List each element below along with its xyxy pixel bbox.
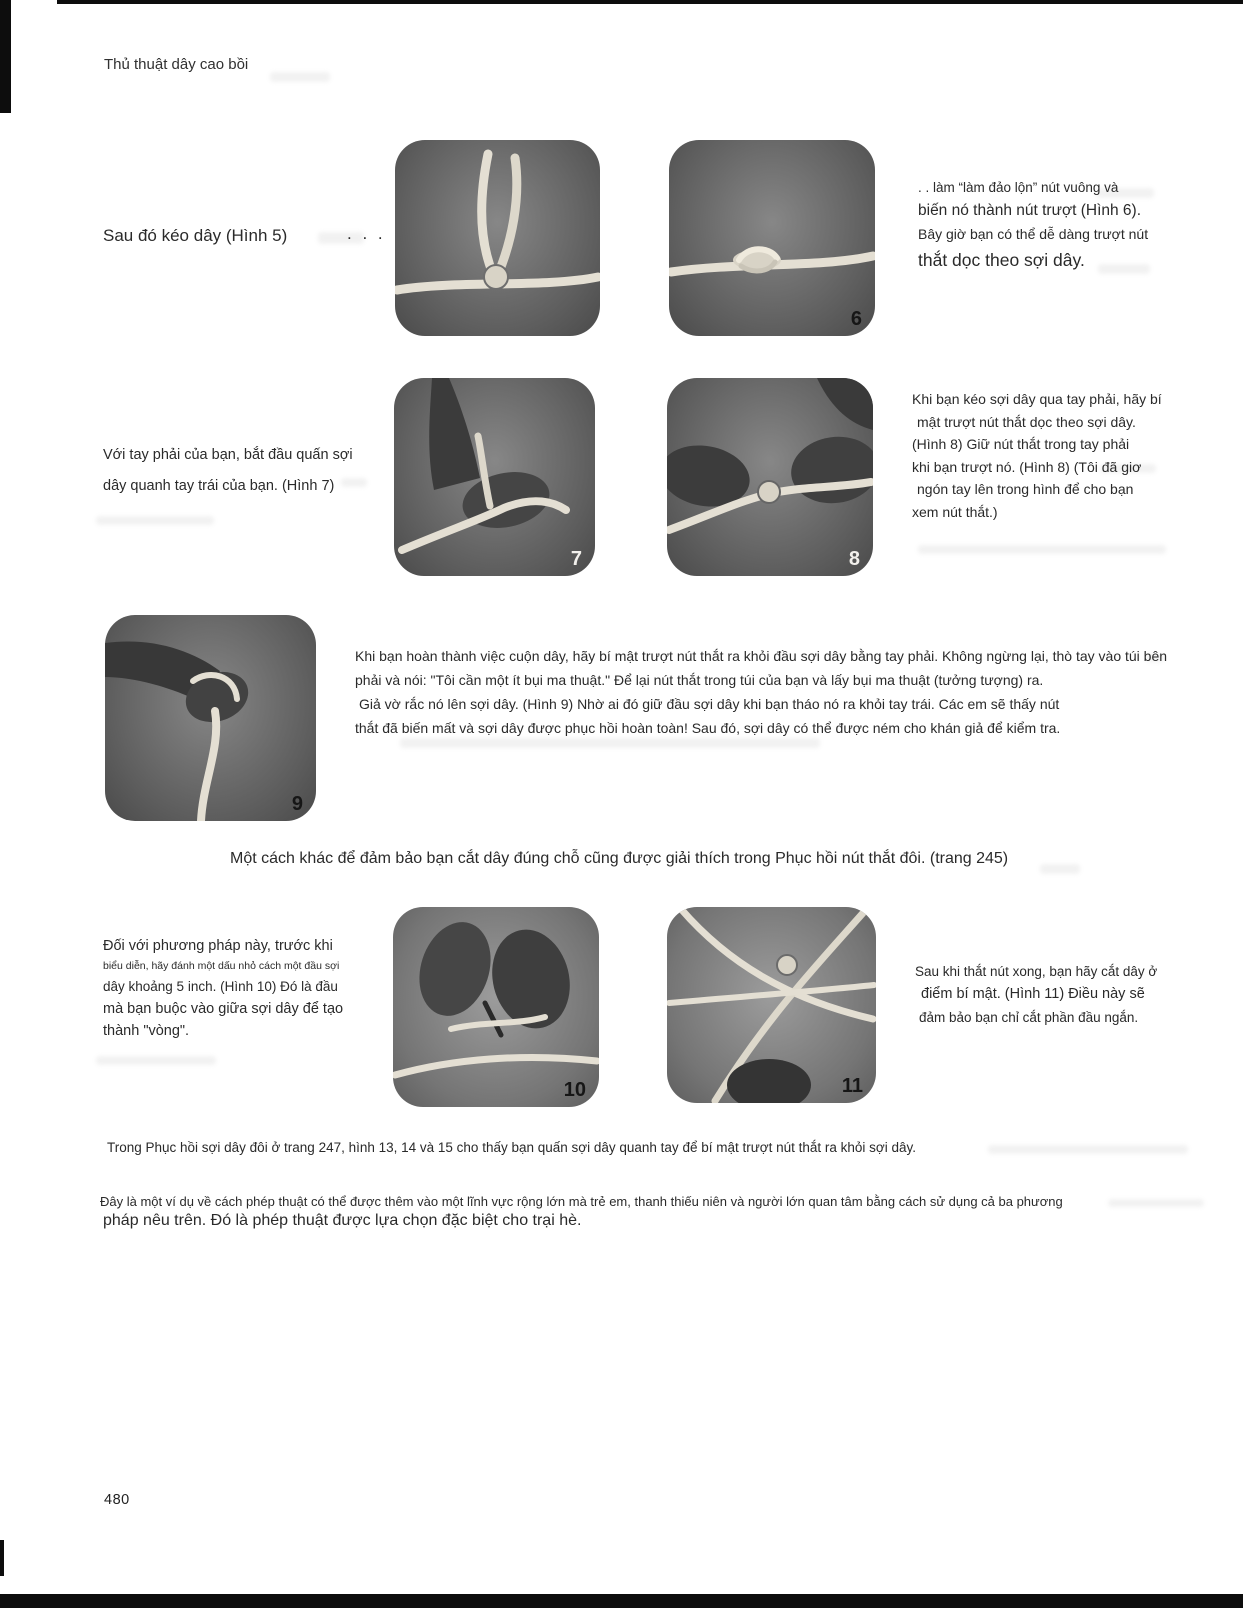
caption-line: mà bạn buộc vào giữa sợi dây để tạo xyxy=(103,1001,344,1017)
figure11-photo xyxy=(667,907,876,1103)
caption-figure11-block xyxy=(915,960,1157,1029)
rope-knot-illustration xyxy=(669,140,875,336)
caption-line: xem nút thắt.) xyxy=(912,503,998,520)
caption-line: Khi bạn kéo sợi dây qua tay phải, hãy bí xyxy=(912,391,1162,407)
scan-smudge xyxy=(988,1145,1188,1154)
paragraph-line: Giả vờ rắc nó lên sợi dây. (Hình 9) Nhờ ai đó giữ đầu sợi dây khi bạn tháo nó ra khỏi tay trái. Các em sẽ thấy nút xyxy=(359,696,1060,712)
paragraph-line: phải và nói: "Tôi cần một ít bụi ma thuật." Để lại nút thắt trong túi của bạn và lấy bụi ma thuật (tưởng tượng) ra. xyxy=(355,672,1044,688)
caption-line: Bây giờ bạn có thể dễ dàng trượt nút xyxy=(918,226,1149,242)
hand-hanging-rope-illustration xyxy=(105,615,316,821)
caption-line: biểu diễn, hãy đánh một dấu nhỏ cách một đầu sợi xyxy=(103,960,340,972)
caption-line: điểm bí mật. (Hình 11) Điều này sẽ xyxy=(921,986,1145,1002)
page-title: Thủ thuật dây cao bồi xyxy=(104,56,249,73)
caption-line: Đối với phương pháp này, trước khi xyxy=(103,938,333,954)
caption-line: Với tay phải của bạn, bắt đầu quấn sợi xyxy=(103,447,353,463)
caption-line: (Hình 8) Giữ nút thắt trong tay phải xyxy=(912,436,1130,452)
caption-line: thành "vòng". xyxy=(103,1023,190,1039)
paragraph-line: thắt đã biến mất và sợi dây được phục hồi hoàn toàn! Sau đó, sợi dây có thể được ném cho khán giả để kiểm tra. xyxy=(355,720,1061,736)
figure10-photo xyxy=(393,907,599,1107)
figure6-photo xyxy=(669,140,875,336)
caption-figure6-block xyxy=(918,178,1148,274)
caption-line: thắt dọc theo sợi dây. xyxy=(918,250,1085,270)
caption-figure8-block xyxy=(912,388,1162,523)
paragraph-line: Khi bạn hoàn thành việc cuộn dây, hãy bí mật trượt nút thắt ra khỏi đầu sợi dây bằng tay phải. Không ngừng lại, thò tay vào túi bên xyxy=(355,648,1168,664)
caption-line: Sau khi thắt nút xong, bạn hãy cắt dây ở xyxy=(915,964,1158,979)
figure5-photo xyxy=(395,140,600,336)
caption-figure5: Sau đó kéo dây (Hình 5) xyxy=(103,226,288,245)
footer-closing-line-1: Đây là một ví dụ về cách phép thuật có thể được thêm vào một lĩnh vực rộng lớn mà trẻ em, thanh thiếu niên và người lớn quan tâm bằng cách sử dụng cả ba phương xyxy=(100,1194,1063,1209)
rope-knot-illustration xyxy=(395,140,600,336)
figure8-photo xyxy=(667,378,873,576)
figure-number: 9 xyxy=(291,793,303,815)
caption-line: đảm bảo bạn chỉ cắt phần đầu ngắn. xyxy=(919,1010,1139,1025)
page-number: 480 xyxy=(104,1492,130,1508)
scan-edge-top-line xyxy=(57,0,1243,4)
figure-number: 7 xyxy=(570,548,582,570)
footer-closing-line-2: pháp nêu trên. Đó là phép thuật được lựa chọn đặc biệt cho trại hè. xyxy=(103,1212,582,1229)
scan-smudge xyxy=(96,516,214,525)
caption-line: . . làm “làm đảo lộn” nút vuông và xyxy=(918,180,1119,195)
figure7-photo xyxy=(394,378,595,576)
body-paragraph-rope-trick xyxy=(355,644,1167,740)
caption-line: biến nó thành nút trượt (Hình 6). xyxy=(918,202,1142,219)
figure-number: 11 xyxy=(841,1075,863,1097)
figure-number: 8 xyxy=(848,548,860,570)
hands-knot-illustration xyxy=(667,378,873,576)
scan-smudge xyxy=(918,545,1166,554)
caption-figure7-block xyxy=(103,440,353,502)
caption-line: ngón tay lên trong hình để cho bạn xyxy=(917,481,1134,497)
scan-smudge xyxy=(270,72,330,82)
caption-line: khi bạn trượt nó. (Hình 8) (Tôi đã giơ xyxy=(912,458,1142,475)
center-note: Một cách khác để đảm bảo bạn cắt dây đúng chỗ cũng được giải thích trong Phục hồi nút thắt đôi. (trang 245) xyxy=(230,850,1009,867)
hand-rope-illustration xyxy=(394,378,595,576)
figure-number: 6 xyxy=(850,308,862,330)
scan-edge-left-mark xyxy=(0,1540,4,1576)
scan-edge-left-strip xyxy=(0,0,11,113)
caption-line: dây quanh tay trái của bạn. (Hình 7) xyxy=(103,478,335,494)
scan-edge-bottom-bar xyxy=(0,1594,1243,1608)
scan-smudge xyxy=(1108,1199,1204,1207)
hands-marking-rope-illustration xyxy=(393,907,599,1107)
caption-line: dây khoảng 5 inch. (Hình 10) Đó là đầu xyxy=(103,979,338,994)
caption-ellipsis: . . . xyxy=(347,224,386,243)
footer-reference-paragraph: Trong Phục hồi sợi dây đôi ở trang 247, hình 13, 14 và 15 cho thấy bạn quấn sợi dây quanh tay để bí mật trượt nút thắt ra khỏi sợi dây. xyxy=(107,1140,917,1155)
figure-number: 10 xyxy=(563,1079,586,1101)
scan-smudge xyxy=(1040,864,1080,874)
scan-smudge xyxy=(96,1056,216,1065)
figure9-photo xyxy=(105,615,316,821)
caption-line: mật trượt nút thắt dọc theo sợi dây. xyxy=(917,413,1136,430)
rope-crossing-illustration xyxy=(667,907,876,1103)
caption-figure10-block xyxy=(103,935,343,1042)
